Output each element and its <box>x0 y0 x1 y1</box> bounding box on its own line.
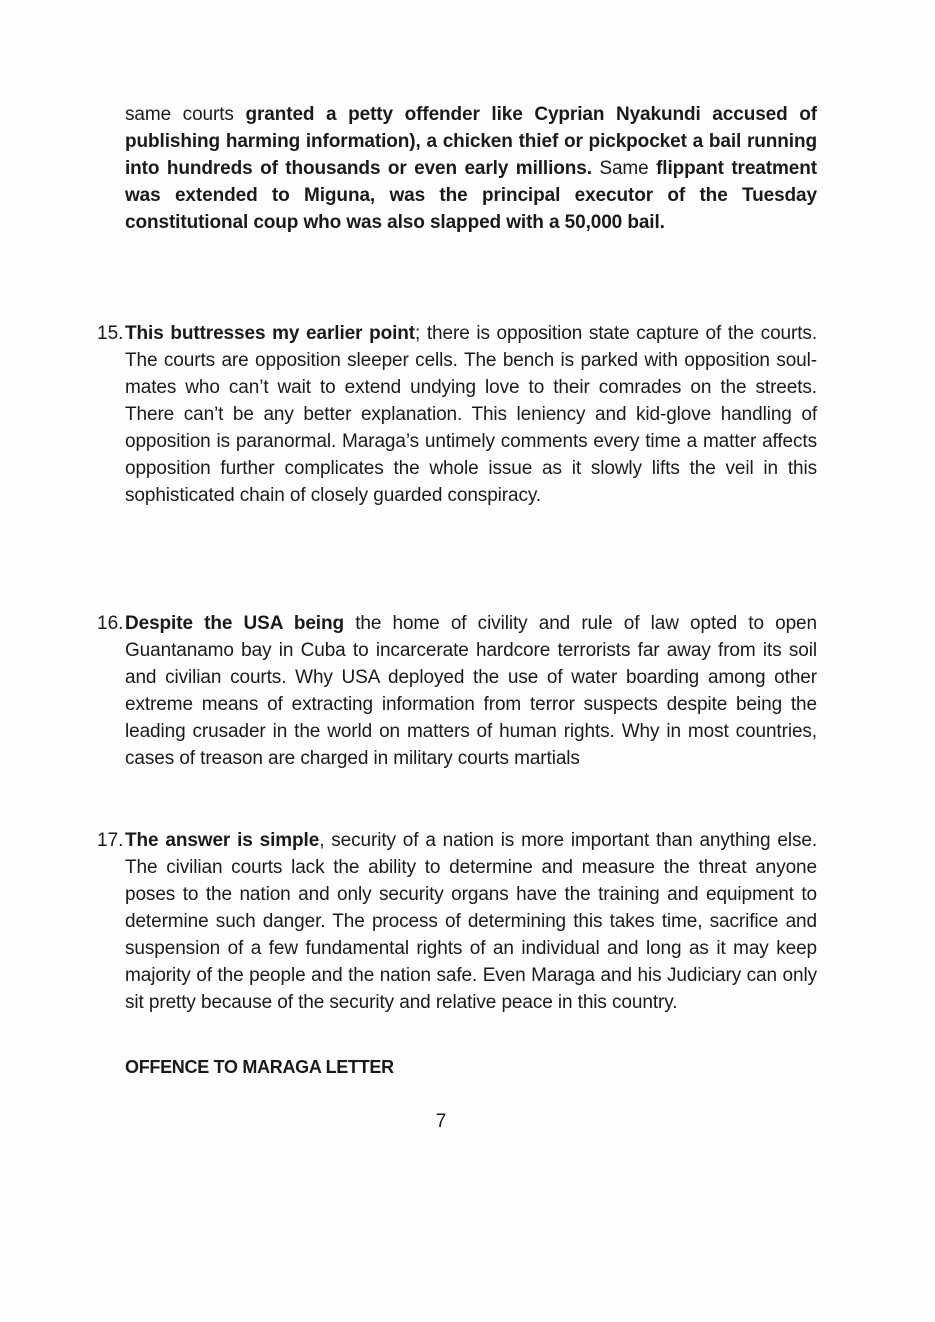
section-heading: OFFENCE TO MARAGA LETTER <box>125 1057 394 1077</box>
paragraph-15 <box>97 320 817 509</box>
text-segment: This buttresses my earlier point <box>125 323 415 344</box>
paragraph-17 <box>97 827 817 1016</box>
paragraph-number: 16. <box>97 613 124 634</box>
text-segment: same courts <box>125 104 246 125</box>
text-segment: The answer is simple <box>125 830 320 851</box>
text-segment: the home of civility and rule of law opted to open Guantanamo bay in Cuba to incarcerate hardcore terrorists far away from its soil and civilian courts. Why USA deployed the use of water boarding among other extreme means of extracting information from terror suspects despite being the leading crusader in the world on matters of human rights. Why in most countries, cases of treason are charged in military courts martials <box>125 613 817 769</box>
text-segment: Same <box>591 158 657 179</box>
text-segment: ; there is opposition state capture of the courts. The courts are opposition sleeper cells. The bench is parked with opposition soul-mates who can’t wait to extend undying love to their comrades on the streets. There can’t be any better explanation. This leniency and kid-glove handling of opposition is paranormal. Maraga’s untimely comments every time a matter affects opposition further complicates the whole issue as it slowly lifts the veil in this sophisticated chain of closely guarded conspiracy. <box>125 323 817 506</box>
paragraph-number: 17. <box>97 830 124 851</box>
text-segment: flippant treatment was extended to Miguna, was the principal executor of the Tuesday constitutional coup who was also slapped with a 50,000 bail. <box>125 158 817 233</box>
page-number: 7 <box>435 1111 447 1132</box>
text-segment: Despite the USA being <box>125 613 344 634</box>
paragraph-16 <box>97 610 817 772</box>
text-segment: granted a petty offender like Cyprian Nyakundi accused of publishing harming information), a chicken thief or pickpocket a bail running into hundreds of thousands or even early millions. <box>125 104 817 179</box>
text-segment: , security of a nation is more important than anything else. The civilian courts lack the ability to determine and measure the threat anyone poses to the nation and only security organs have the training and equipment to determine such danger. The process of determining this takes time, sacrifice and suspension of a few fundamental rights of an individual and long as it may keep majority of the people and the nation safe. Even Maraga and his Judiciary can only sit pretty because of the security and relative peace in this country. <box>125 830 817 1013</box>
lead-paragraph <box>125 101 817 236</box>
paragraph-number: 15. <box>97 323 124 344</box>
